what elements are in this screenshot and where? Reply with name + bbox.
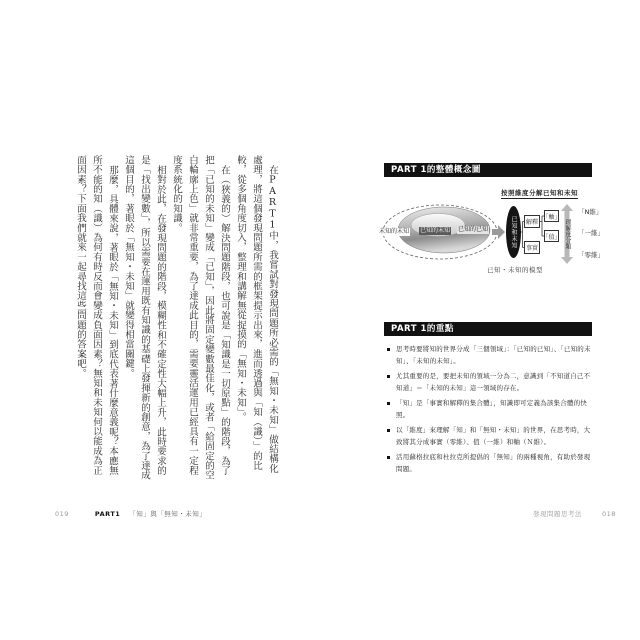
concept-section-header <box>384 163 592 177</box>
key-point-text: 「知」是「事實和解釋的集合體」，知識即可定義為該集合體的快照。 <box>396 399 588 419</box>
label-known-known: 已知的已知 <box>458 226 489 233</box>
diagram-heading: 按照維度分解已知和未知 <box>501 189 578 197</box>
bullet-square-icon <box>387 375 390 378</box>
right-page-footer <box>533 509 616 518</box>
box-axis: 「軸」 <box>544 210 559 222</box>
diagram-caption: 已知・未知的模型 <box>487 266 543 274</box>
box-value: 「值」 <box>544 230 559 242</box>
paragraph-3: 相對於此，在發現問題的階段，模糊性和不確定性大幅上升，此時要求的是「找出變數」，所以需要在運用既有知識的基礎上發揮新的創意，為了達成這個目的，著眼於「無知・未知」就變得相當關鍵。 <box>123 155 166 481</box>
body-text-vertical <box>75 155 280 481</box>
key-point-item <box>386 398 594 421</box>
chapter-title: 「知」與「無知・未知」 <box>129 510 207 518</box>
label-one-dimension: 「一維」 <box>578 229 604 237</box>
key-point-item <box>386 452 594 475</box>
bullet-square-icon <box>387 348 390 351</box>
box-fact: 事實 <box>524 241 540 254</box>
bullet-square-icon <box>387 429 390 432</box>
axis-arrow-label: 理解度分類 <box>564 219 571 249</box>
right-arrow-icon <box>492 225 505 239</box>
bullet-square-icon <box>387 402 390 405</box>
concept-section-title: PART 1的整體概念圖 <box>391 165 481 175</box>
key-point-item <box>386 425 594 448</box>
lens-label: 已知和未知 <box>510 216 517 249</box>
key-points-list <box>386 344 594 479</box>
bullet-square-icon <box>387 456 390 459</box>
label-known-unknown: 已知的未知 <box>420 227 451 234</box>
paragraph-2: 在（狹義的）解決問題階段，也可說是「知識是一切原點」的階段，為了把「已知的未知」變成「已知」，因此將固定變數最佳化，或者「給固定的空白輪廓上色」就非常重要，為了達成此目的，需要靈活運用已經具有一定程度系統化的知識。 <box>171 155 230 481</box>
label-n-dimension: 「N維」 <box>578 208 603 216</box>
label-unknown-unknown: 未知的未知 <box>379 228 410 235</box>
key-point-item <box>386 371 594 394</box>
paragraph-1: 在PART1中，我嘗試對發現問題所必需的「無知・未知」做結構化處理，將這個發現問題所需的框架提示出來，進而透過與「知（識）」的比較，從多個角度切入，整理和講解無從捉摸的「無知・未知」。 <box>235 155 278 473</box>
points-section-header <box>384 322 592 336</box>
key-point-item <box>386 344 594 367</box>
book-title: 發現問題思考法 <box>533 510 582 518</box>
left-page-footer <box>55 509 206 518</box>
concept-diagram <box>375 184 603 284</box>
box-interpretation: 解釋 <box>524 215 540 228</box>
left-page-number: 019 <box>55 510 69 518</box>
paragraph-4: 那麼，具體來說，著眼於「無知・未知」到底代表著什麼意義呢？本應無所不能的知（識）為何有時反而會變成負面因素？無知和未知何以能成為正面因素？下面我們就來一起尋找這些問題的答案吧。 <box>75 155 118 476</box>
part-label: PART1 <box>94 510 121 518</box>
label-zero-dimension: 「零維」 <box>578 251 604 259</box>
key-point-text: 思考時要將知的世界分成「三個領域」：「已知的已知」、「已知的未知」、「未知的未知」。 <box>396 345 591 365</box>
key-point-text: 以「維度」來理解「知」和「無知・未知」的世界，在思考時，大致將其分成事實（零維）、值（一維）和軸（Ｎ維）。 <box>396 426 591 446</box>
key-point-text: 活用蘇格拉底和杜拉克所提倡的「無知」的兩種視角，有助於發現問題。 <box>396 453 591 473</box>
points-section-title: PART 1的重點 <box>391 324 454 334</box>
right-page-number: 018 <box>602 510 616 518</box>
key-point-text: 尤其重要的是，要把未知的領域一分為二，意識到「不知道自己不知道」＝「未知的未知」這一領域的存在。 <box>396 372 591 392</box>
